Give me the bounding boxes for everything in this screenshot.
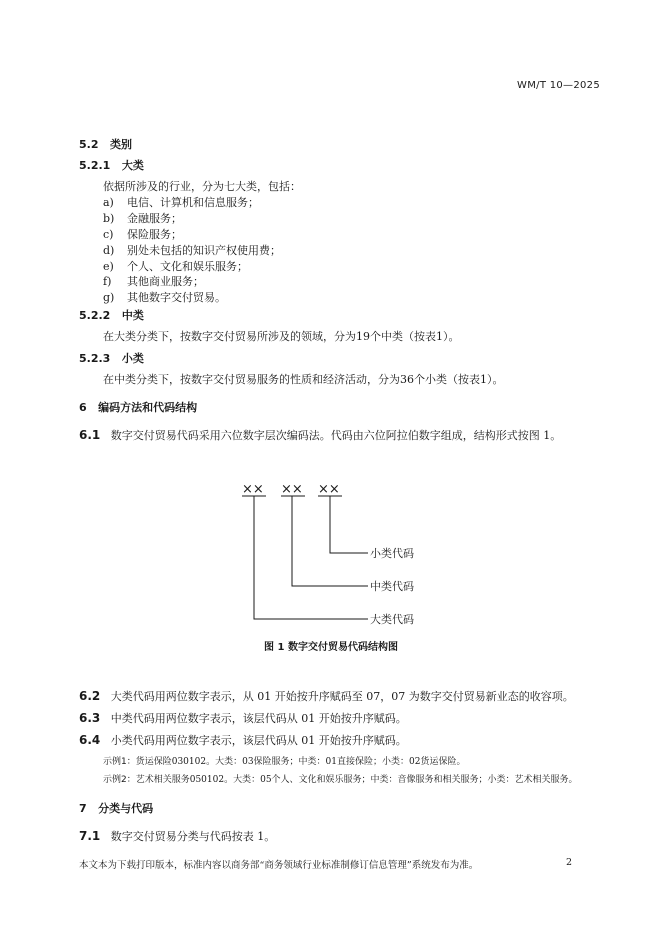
footer-note: 本文本为下载打印版本，标准内容以商务部“商务领域行业标准制修订信息管理”系统发布为准。 [79,860,479,871]
list-text: 其他数字交付贸易。 [127,291,226,304]
list-marker: b) [103,212,115,225]
example-1 [103,754,465,767]
code-pair-small: ×× [318,482,340,497]
section-title: 编码方法和代码结构 [98,401,198,414]
section-number: 6 [79,401,87,414]
section-6-4 [79,732,407,748]
section-number: 7.1 [79,829,101,843]
label-small-category-code: 小类代码 [370,547,414,560]
list-marker: d) [103,244,115,257]
section-number: 6.3 [79,711,101,725]
list-text: 个人、文化和娱乐服务； [127,260,248,273]
section-number: 5.2.1 [79,159,111,172]
section-number: 6.1 [79,428,101,442]
section-6-2 [79,688,574,704]
figure-caption: 图 1 数字交付贸易代码结构图 [264,642,398,653]
section-5-2-3-text: 在中类分类下，按数字交付贸易服务的性质和经济活动，分为36个小类（按表1）。 [103,373,504,386]
section-text: 中类代码用两位数字表示，该层代码从 01 开始按升序赋码。 [110,712,407,725]
section-title: 中类 [121,309,144,322]
section-5-2-1-intro: 依据所涉及的行业，分为七大类，包括： [103,180,301,193]
section-number: 7 [79,802,87,815]
section-number: 6.4 [79,733,101,747]
list-text: 其他商业服务； [127,275,204,288]
list-text: 别处未包括的知识产权使用费； [127,244,281,257]
list-text: 保险服务； [127,228,182,241]
connector-small [330,496,368,553]
list-marker: g) [103,291,115,304]
section-6-3 [79,710,407,726]
label-large-category-code: 大类代码 [370,613,414,626]
section-7-heading [79,800,153,816]
list-marker: e) [103,260,114,273]
section-number: 6.2 [79,689,101,703]
example-label: 示例2： [103,775,136,785]
list-text: 电信、计算机和信息服务； [127,196,259,209]
code-pair-mid: ×× [281,482,303,497]
section-title: 小类 [121,352,144,365]
section-number: 5.2.2 [79,309,111,322]
label-mid-category-code: 中类代码 [370,580,414,593]
section-title: 类别 [110,138,132,151]
section-text: 数字交付贸易代码采用六位数字层次编码法。代码由六位阿拉伯数字组成，结构形式按图 1。 [110,429,562,442]
page-number: 2 [566,857,573,868]
list-marker: c) [103,228,114,241]
example-2 [103,772,578,785]
section-number: 5.2 [79,138,99,151]
list-marker: a) [103,196,114,209]
list-text: 金融服务； [127,212,182,225]
section-text: 小类代码用两位数字表示，该层代码从 01 开始按升序赋码。 [110,734,407,747]
section-title: 分类与代码 [98,802,154,815]
example-text: 艺术相关服务050102。大类：05个人、文化和娱乐服务；中类：音像服务和相关服务；小类：艺术相关服务。 [135,775,578,785]
document-code: WM/T 10—2025 [517,80,600,91]
section-7-1 [79,828,275,844]
example-label: 示例1： [103,757,136,767]
section-5-2-2-text: 在大类分类下，按数字交付贸易所涉及的领域，分为19个中类（按表1）。 [103,330,460,343]
list-marker: f) [103,275,112,288]
example-text: 货运保险030102。大类：03保险服务；中类：01直接保险；小类：02货运保险。 [135,757,466,767]
section-text: 数字交付贸易分类与代码按表 1。 [110,830,276,843]
code-pair-large: ×× [242,482,264,497]
connector-large [254,496,368,619]
section-text: 大类代码用两位数字表示，从 01 开始按升序赋码至 07，07 为数字交付贸易新业态的收容项。 [110,690,574,703]
section-number: 5.2.3 [79,352,111,365]
section-title: 大类 [121,159,144,172]
